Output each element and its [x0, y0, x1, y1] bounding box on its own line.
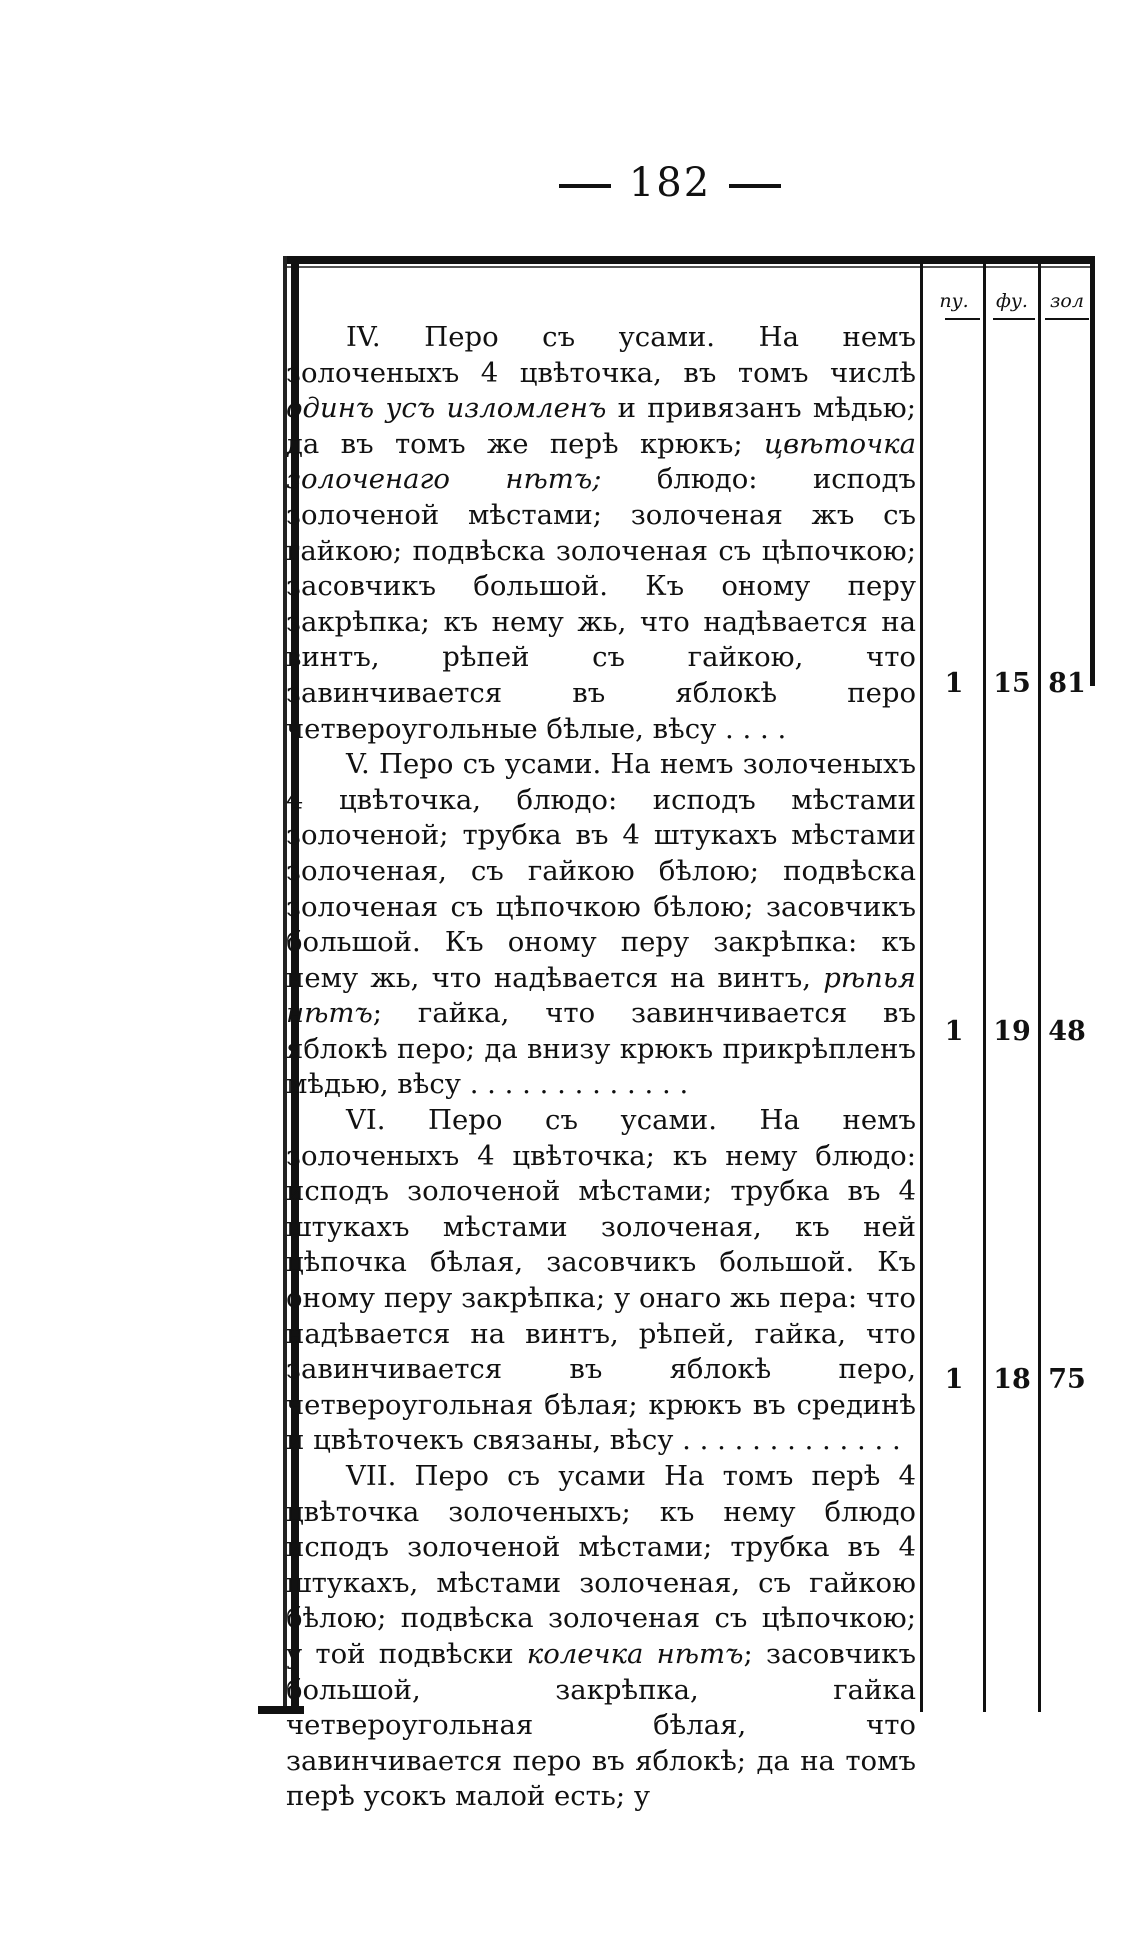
amount-pud-iv: 1: [944, 668, 964, 699]
column-header-pud: пу.: [939, 290, 969, 312]
item-vi: VI. Перо съ усами. На немъ золоченыхъ 4 цвѣточка; къ нему блюдо: исподъ золоченой мѣстами; трубка въ 4 штукахъ мѣстами золоченая, къ ней цѣпочка бѣлая, засовчикъ большой. Къ оному перу закрѣпка; у онаго жь пера: что надѣвается на винтъ, рѣпей, гайка, что завинчивается въ яблокѣ перо, четвероугольная бѣлая; крюкъ въ срединѣ и цвѣточекъ связаны, вѣсу . . . . . . . . . . . . .: [286, 1104, 916, 1457]
item-vii: VII. Перо съ усами На томъ перѣ 4 цвѣточка золоченыхъ; къ нему блюдо исподъ золоченой мѣстами; трубка въ 4 штукахъ, мѣстами золоченая, съ гайкою бѣлою; подвѣска золоченая съ цѣпочкою; у той подвѣски колечка нѣтъ; засовчикъ большой, закрѣпка, гайка четвероугольная бѣлая, что завинчивается перо въ яблокѣ; да на томъ перѣ усокъ малой есть; у: [286, 1460, 916, 1813]
amount-zol-iv: 81: [1048, 668, 1086, 699]
amount-pud-vi: 1: [944, 1364, 964, 1395]
item-number: VII.: [346, 1460, 397, 1492]
header-underline-zol: [1045, 318, 1089, 320]
amount-funt-v: 19: [993, 1016, 1031, 1047]
header-underline-pud: [945, 318, 980, 320]
table-top-rule: [283, 256, 1094, 264]
column-divider-pud: [983, 262, 986, 1712]
column-divider-text: [920, 262, 923, 1712]
item-number: VI.: [346, 1104, 386, 1137]
amount-zol-v: 48: [1048, 1016, 1086, 1047]
amount-pud-v: 1: [944, 1016, 964, 1047]
column-divider-funt: [1038, 262, 1041, 1712]
page-number: 182: [520, 160, 820, 206]
item-iv: IV. Перо съ усами. На немъ золоченыхъ 4 цвѣточка, въ томъ числѣ одинъ усъ изломленъ и привязанъ мѣдью; да въ томъ же перѣ крюкъ; цвѣточка золоченаго нѣтъ; блюдо: исподъ золоченой мѣстами; золоченая жъ съ гайкою; подвѣска золоченая съ цѣпочкою; засовчикъ большой. Къ оному перу закрѣпка; къ нему жь, что надѣвается на винтъ, рѣпей съ гайкою, что завинчивается въ яблокѣ перо четвероугольные бѣлые, вѣсу . . . .: [286, 321, 917, 745]
amount-funt-iv: 15: [993, 668, 1031, 699]
column-header-funt: фу.: [996, 290, 1028, 312]
item-number: IV.: [346, 321, 381, 353]
table-right-rule: [1090, 256, 1095, 686]
header-underline-funt: [993, 318, 1035, 320]
amount-funt-vi: 18: [993, 1364, 1031, 1395]
table-top-rule-thin: [283, 266, 1094, 268]
amount-zol-vi: 75: [1048, 1364, 1086, 1395]
dash-left: [559, 184, 611, 188]
dash-right: [729, 184, 781, 188]
column-header-zol: зол: [1050, 290, 1084, 312]
inventory-text: [286, 320, 916, 1815]
item-number: V.: [346, 748, 370, 781]
item-v: V. Перо съ усами. На немъ золоченыхъ 4 цвѣточка, блюдо: исподъ мѣстами золоченой; трубка въ 4 штукахъ мѣстами золоченая, съ гайкою бѣлою; подвѣска золоченая съ цѣпочкою бѣлою; засовчикъ большой. Къ оному перу закрѣпка: къ нему жь, что надѣвается на винтъ, рѣпья нѣтъ; гайка, что завинчивается въ яблокѣ перо; да внизу крюкъ прикрѣпленъ мѣдью, вѣсу . . . . . . . . . . . . .: [286, 748, 916, 1101]
